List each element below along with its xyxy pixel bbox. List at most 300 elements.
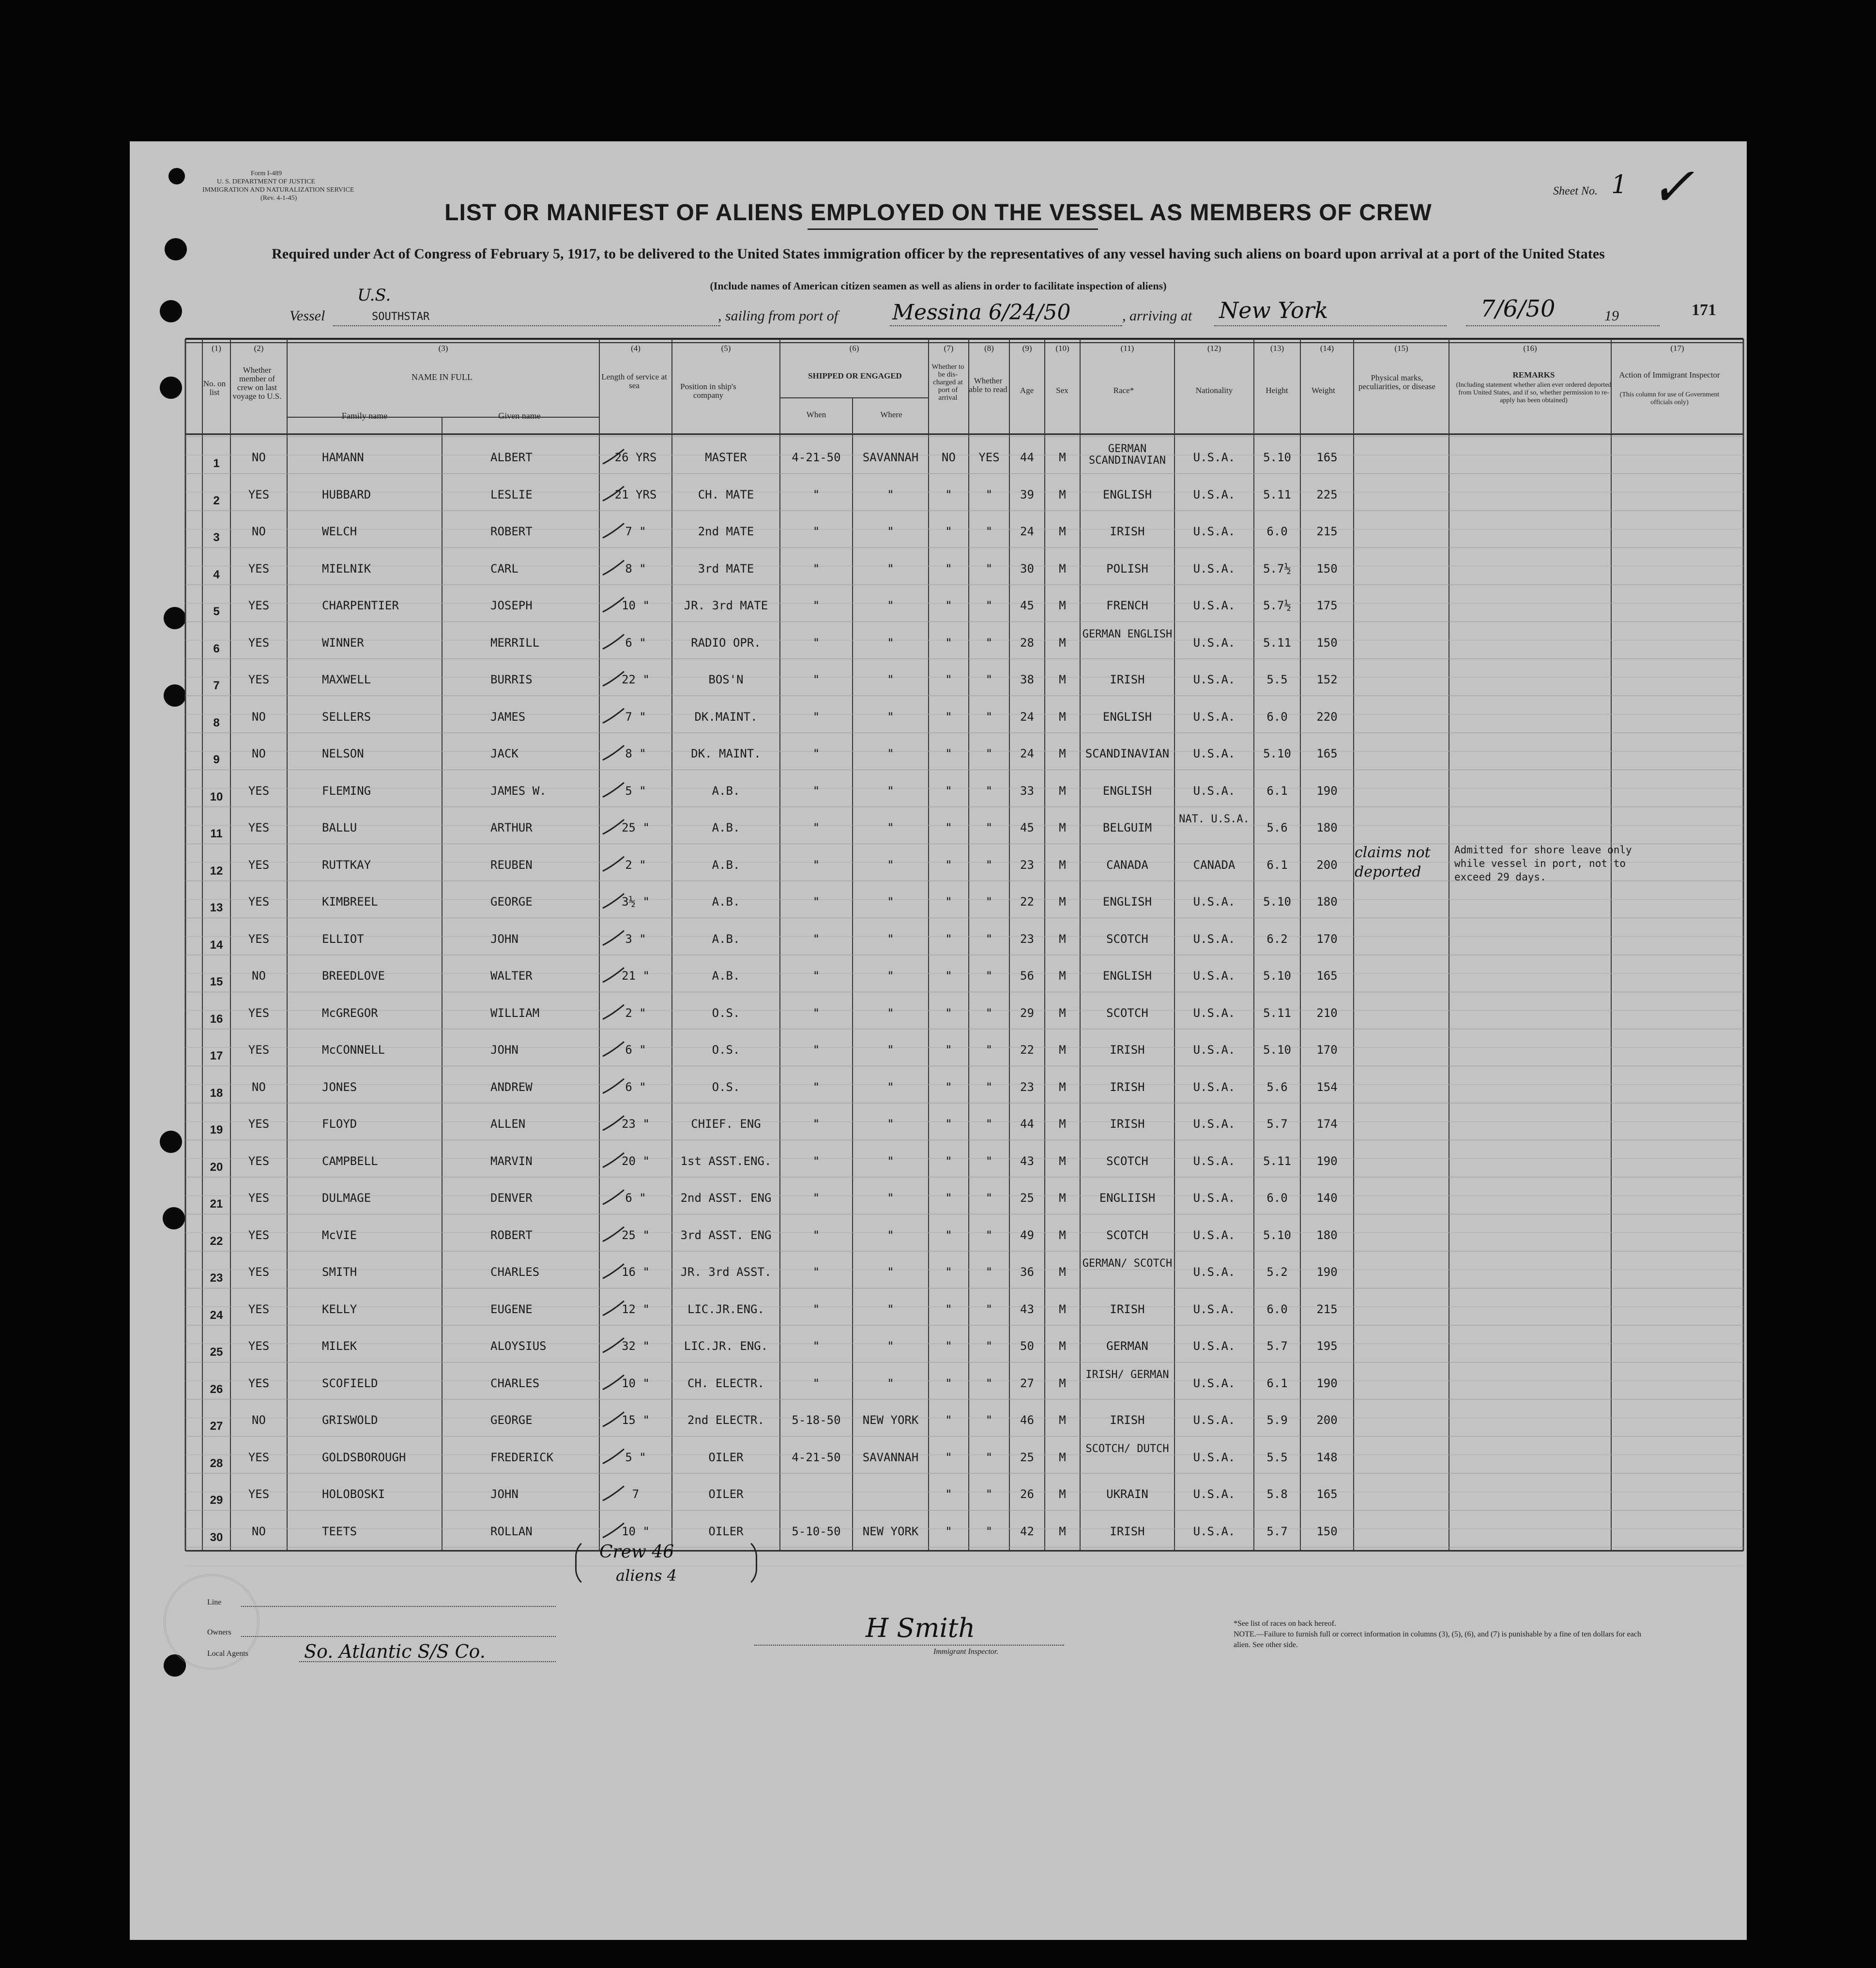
cell-shipped-when: " [812,1154,820,1168]
cell-age: 24 [1020,747,1034,761]
cell-position: CH. ELECTR. [687,1376,764,1390]
cell-member-last-voyage: NO [252,525,266,539]
column-number: (14) [1320,344,1334,353]
cell-family-name: BREEDLOVE [322,969,385,983]
cell-height: 5.7 [1266,1117,1288,1131]
arriving-port: New York [1219,297,1328,323]
cell-able-to-read: " [985,1265,993,1279]
cell-nationality: U.S.A. [1193,487,1235,501]
column-number: (16) [1523,344,1537,353]
page-subtitle-note: (Include names of American citizen seamen as well as aliens in order to facilitate inspection of aliens) [710,280,1167,292]
cell-age: 26 [1020,1487,1034,1501]
cell-shipped-where: " [887,858,894,872]
arriving-label: , arriving at [1122,308,1192,324]
cell-no-on-list: 22 [210,1234,223,1248]
cell-discharged: " [945,895,952,909]
cell-nationality: U.S.A. [1193,1265,1235,1279]
cell-nationality: U.S.A. [1193,895,1235,909]
cell-given-name: WALTER [490,969,533,983]
cell-sex: M [1059,1487,1066,1501]
cell-discharged: " [945,1450,952,1464]
cell-no-on-list: 16 [210,1012,223,1026]
cell-able-to-read: " [985,1339,993,1353]
cell-age: 33 [1020,784,1034,798]
cell-position: MASTER [705,451,747,465]
cell-length-service: 25 " [622,1228,650,1242]
cell-nationality: U.S.A. [1193,1191,1235,1205]
cell-shipped-where: SAVANNAH [862,1450,919,1464]
cell-given-name: ROLLAN [490,1524,533,1538]
cell-shipped-where: " [887,599,894,613]
cell-shipped-when: 4-21-50 [792,1450,841,1464]
cell-race: IRISH [1110,1413,1145,1427]
cell-sex: M [1059,636,1066,650]
cell-family-name: SCOFIELD [322,1376,378,1390]
cell-shipped-where: " [887,1339,894,1353]
cell-given-name: MERRILL [490,636,540,650]
cell-weight: 140 [1316,1191,1338,1205]
footer-line-rule [241,1606,556,1607]
cell-position: CH. MATE [698,487,754,501]
cell-shipped-where: " [887,1006,894,1020]
cell-shipped-where: " [887,821,894,835]
header-given-name: Given name [498,411,541,421]
cell-member-last-voyage: NO [252,1413,266,1427]
cell-height: 6.0 [1266,525,1288,539]
cell-shipped-when: " [812,599,820,613]
cell-member-last-voyage: YES [248,1265,270,1279]
cell-length-service: 26 YRS [614,451,657,465]
cell-height: 5.5 [1266,1450,1288,1464]
header-physical-marks: Physical marks, peculiarities, or disease [1358,373,1436,391]
cell-nationality: U.S.A. [1193,710,1235,724]
inspector-signature: H Smith [866,1613,976,1643]
cell-discharged: " [945,1376,952,1390]
cell-age: 23 [1020,932,1034,946]
cell-race: SCOTCH [1106,1006,1148,1020]
cell-member-last-voyage: YES [248,932,270,946]
cell-height: 5.5 [1266,673,1288,687]
sheet-number: 1 [1611,170,1628,199]
cell-sex: M [1059,858,1066,872]
physical-marks-note: claims not deported [1355,844,1431,880]
cell-height: 6.1 [1266,858,1288,872]
cell-shipped-where: " [887,895,894,909]
cell-length-service: 16 " [622,1265,650,1279]
cell-discharged: " [945,1487,952,1501]
cell-family-name: KIMBREEL [322,895,378,909]
cell-shipped-when: " [812,1006,820,1020]
cell-family-name: RUTTKAY [322,858,371,872]
cell-family-name: KELLY [322,1302,357,1316]
cell-member-last-voyage: YES [248,636,270,650]
cell-age: 39 [1020,487,1034,501]
inspector-label: Immigrant Inspector. [933,1648,999,1656]
cell-shipped-where: " [887,969,894,983]
header-age: Age [1020,386,1034,395]
cell-able-to-read: " [985,1413,993,1427]
cell-member-last-voyage: NO [252,1080,266,1094]
cell-discharged: " [945,1228,952,1242]
footer-agents-rule [299,1661,556,1662]
cell-position: 3rd MATE [698,561,754,575]
cell-weight: 165 [1316,451,1338,465]
header-member-last-voyage: Whether member of crew on last voyage to U.S. [232,365,282,401]
cell-sex: M [1059,932,1066,946]
fine-note: NOTE.—Failure to furnish full or correct information in columns (3), (5), (6), and (7) is punishable by a fine of ten dollars for each alien. See other side. [1234,1630,1641,1649]
cell-age: 24 [1020,525,1034,539]
cell-shipped-where: SAVANNAH [862,451,919,465]
cell-position: JR. 3rd MATE [684,599,768,613]
cell-race: BELGUIM [1102,821,1152,835]
cell-position: DK. MAINT. [691,747,761,761]
cell-shipped-where: NEW YORK [862,1413,919,1427]
cell-able-to-read: " [985,487,993,501]
cell-given-name: JAMES W. [490,784,547,798]
cell-race: IRISH/ GERMAN [1085,1368,1169,1381]
cell-given-name: ALLEN [490,1117,526,1131]
cell-position: 2nd MATE [698,525,754,539]
cell-shipped-where: NEW YORK [862,1524,919,1538]
vessel-name: SOUTHSTAR [372,311,430,323]
cell-position: DK.MAINT. [694,710,758,724]
cell-sex: M [1059,1191,1066,1205]
cell-sex: M [1059,599,1066,613]
cell-position: 2nd ELECTR. [687,1413,764,1427]
cell-given-name: CHARLES [490,1265,540,1279]
cell-family-name: BALLU [322,821,357,835]
cell-weight: 180 [1316,1228,1338,1242]
cell-able-to-read: " [985,1006,993,1020]
cell-no-on-list: 7 [213,679,220,693]
sailing-port: Messina 6/24/50 [892,300,1071,325]
cell-member-last-voyage: YES [248,1043,270,1057]
cell-race: IRISH [1110,673,1145,687]
cell-age: 30 [1020,561,1034,575]
cell-age: 36 [1020,1265,1034,1279]
cell-height: 5.6 [1266,821,1288,835]
cell-sex: M [1059,1154,1066,1168]
cell-weight: 215 [1316,525,1338,539]
cell-shipped-where: " [887,710,894,724]
cell-nationality: U.S.A. [1193,525,1235,539]
cell-length-service: 5 " [625,1450,646,1464]
cell-age: 43 [1020,1154,1034,1168]
cell-weight: 165 [1316,747,1338,761]
cell-shipped-when: " [812,1080,820,1094]
header-action-note: (This column for use of Government officials only) [1619,391,1720,406]
cell-no-on-list: 20 [210,1160,223,1174]
cell-shipped-when: " [812,1191,820,1205]
cell-weight: 210 [1316,1006,1338,1020]
cell-length-service: 3½ " [622,895,650,909]
cell-length-service: 8 " [625,747,646,761]
cell-position: 2nd ASST. ENG [680,1191,772,1205]
cell-shipped-where: " [887,1117,894,1131]
cell-weight: 152 [1316,673,1338,687]
column-number: (7) [944,344,954,353]
cell-shipped-when: " [812,1228,820,1242]
cell-race: ENGLISH [1102,895,1152,909]
cell-shipped-when: " [812,1265,820,1279]
cell-able-to-read: " [985,784,993,798]
cell-member-last-voyage: YES [248,1117,270,1131]
cell-length-service: 15 " [622,1413,650,1427]
header-no-on-list: No. on list [203,379,226,397]
cell-age: 44 [1020,1117,1034,1131]
cell-shipped-when: " [812,1117,820,1131]
cell-discharged: " [945,932,952,946]
cell-member-last-voyage: NO [252,451,266,465]
cell-no-on-list: 15 [210,975,223,989]
cell-given-name: MARVIN [490,1154,533,1168]
cell-family-name: MILEK [322,1339,357,1353]
sheet-label: Sheet No. [1553,185,1598,197]
cell-family-name: HAMANN [322,451,364,465]
column-number: (11) [1120,344,1134,353]
cell-member-last-voyage: NO [252,969,266,983]
cell-position: A.B. [712,784,740,798]
cell-discharged: " [945,636,952,650]
column-number: (15) [1394,344,1408,353]
cell-height: 5.11 [1263,487,1291,501]
cell-shipped-where: " [887,636,894,650]
cell-no-on-list: 8 [213,716,220,729]
cell-weight: 225 [1316,487,1338,501]
cell-nationality: U.S.A. [1193,1339,1235,1353]
cell-discharged: " [945,1154,952,1168]
cell-age: 23 [1020,858,1034,872]
cell-sex: M [1059,895,1066,909]
cell-length-service: 2 " [625,858,646,872]
cell-able-to-read: " [985,1524,993,1538]
cell-nationality: U.S.A. [1193,1487,1235,1501]
header-weight: Weight [1312,386,1335,395]
cell-weight: 150 [1316,561,1338,575]
cell-given-name: ARTHUR [490,821,533,835]
page-subtitle: Required under Act of Congress of February 5, 1917, to be delivered to the United States immigration officer by the representatives of any vessel having such aliens on board upon arrival at a port of the United States [272,246,1605,262]
cell-family-name: MIELNIK [322,561,371,575]
cell-no-on-list: 14 [210,938,223,952]
form-revision: (Rev. 4-1-45) [260,195,297,202]
cell-height: 5.8 [1266,1487,1288,1501]
cell-shipped-when: " [812,858,820,872]
cell-discharged: " [945,487,952,501]
cell-no-on-list: 1 [213,457,220,470]
cell-discharged: " [945,1043,952,1057]
cell-sex: M [1059,1376,1066,1390]
cell-height: 5.10 [1263,969,1291,983]
cell-race: IRISH [1110,1080,1145,1094]
header-remarks-note: (Including statement whether alien ever ordered deported from United States, and if so, whether permission to re-apply has been obtained) [1456,381,1612,404]
cell-shipped-where: " [887,1191,894,1205]
cell-nationality: U.S.A. [1193,747,1235,761]
cell-race: GERMAN SCANDINAVIAN [1089,443,1166,467]
signature-rule [754,1645,1064,1646]
cell-sex: M [1059,1339,1066,1353]
cell-no-on-list: 23 [210,1272,223,1285]
column-number: (5) [721,344,731,353]
cell-age: 28 [1020,636,1034,650]
cell-nationality: U.S.A. [1193,1524,1235,1538]
cell-weight: 190 [1316,784,1338,798]
cell-given-name: CHARLES [490,1376,540,1390]
cell-height: 5.7 [1266,1339,1288,1353]
cell-given-name: GEORGE [490,1413,533,1427]
header-discharged: Whether to be dis-charged at port of arrival [931,363,964,402]
form-service: IMMIGRATION AND NATURALIZATION SERVICE [202,186,354,194]
cell-weight: 180 [1316,895,1338,909]
cell-height: 5.10 [1263,1043,1291,1057]
cell-given-name: ROBERT [490,1228,533,1242]
cell-given-name: LESLIE [490,487,533,501]
cell-race: SCANDINAVIAN [1085,747,1170,761]
cell-able-to-read: " [985,1302,993,1316]
cell-shipped-when: " [812,487,820,501]
cell-discharged: " [945,1117,952,1131]
cell-family-name: NELSON [322,747,364,761]
cell-sex: M [1059,1302,1066,1316]
cell-able-to-read: " [985,747,993,761]
cell-able-to-read: " [985,673,993,687]
cell-given-name: BURRIS [490,673,533,687]
cell-discharged: " [945,1339,952,1353]
cell-no-on-list: 27 [210,1420,223,1433]
cell-family-name: DULMAGE [322,1191,371,1205]
cell-discharged: " [945,1302,952,1316]
cell-member-last-voyage: YES [248,1302,270,1316]
cell-able-to-read: " [985,1376,993,1390]
cell-able-to-read: " [985,1117,993,1131]
cell-height: 6.0 [1266,710,1288,724]
cell-no-on-list: 25 [210,1346,223,1359]
cell-height: 5.2 [1266,1265,1288,1279]
cell-shipped-where: " [887,487,894,501]
cell-age: 46 [1020,1413,1034,1427]
cell-no-on-list: 18 [210,1086,223,1100]
page-title: LIST OR MANIFEST OF ALIENS EMPLOYED ON THE VESSEL AS MEMBERS OF CREW [444,200,1432,226]
cell-no-on-list: 30 [210,1530,223,1544]
column-number: (6) [849,344,859,353]
cell-height: 5.6 [1266,1080,1288,1094]
crew-count-note: Crew 46 [599,1542,674,1562]
cell-discharged: " [945,710,952,724]
cell-position: A.B. [712,895,740,909]
cell-height: 5.7½ [1263,599,1291,613]
cell-position: LIC.JR. ENG. [684,1339,768,1353]
header-family-name: Family name [341,411,388,421]
cell-shipped-when: " [812,821,820,835]
cell-shipped-where: " [887,1265,894,1279]
cell-weight: 150 [1316,1524,1338,1538]
cell-weight: 170 [1316,932,1338,946]
cell-position: A.B. [712,969,740,983]
cell-able-to-read: YES [978,451,1000,465]
form-department: U. S. DEPARTMENT OF JUSTICE [217,178,315,185]
cell-able-to-read: " [985,525,993,539]
cell-position: 3rd ASST. ENG [680,1228,772,1242]
cell-length-service: 10 " [622,1524,650,1538]
cell-shipped-when: " [812,932,820,946]
cell-discharged: " [945,599,952,613]
cell-family-name: GOLDSBOROUGH [322,1450,406,1464]
cell-position: A.B. [712,932,740,946]
cell-race: ENGLISH [1102,710,1152,724]
cell-sex: M [1059,1524,1066,1538]
cell-age: 49 [1020,1228,1034,1242]
stamped-page-number: 171 [1692,301,1716,319]
cell-race: SCOTCH [1106,932,1148,946]
cell-height: 5.10 [1263,895,1291,909]
cell-given-name: ALBERT [490,451,533,465]
column-number: (4) [631,344,641,353]
cell-no-on-list: 19 [210,1123,223,1137]
cell-nationality: U.S.A. [1193,1117,1235,1131]
cell-shipped-where: " [887,1376,894,1390]
cell-race: GERMAN/ SCOTCH [1082,1257,1173,1270]
cell-age: 44 [1020,451,1034,465]
column-number: (12) [1207,344,1221,353]
vessel-prefix: U.S. [357,286,391,305]
footer-owners-label: Owners [207,1628,231,1636]
cell-weight: 180 [1316,821,1338,835]
cell-discharged: " [945,1191,952,1205]
check-mark: ✓ [1650,156,1695,218]
cell-height: 6.0 [1266,1191,1288,1205]
cell-nationality: U.S.A. [1193,451,1235,465]
cell-position: JR. 3rd ASST. [680,1265,772,1279]
cell-given-name: FREDERICK [490,1450,554,1464]
header-position: Position in ship's company [680,382,736,400]
cell-shipped-where: " [887,1043,894,1057]
cell-nationality: U.S.A. [1193,1006,1235,1020]
cell-no-on-list: 3 [213,531,220,545]
cell-discharged: NO [942,451,956,465]
cell-sex: M [1059,784,1066,798]
remarks-admitted-text: Admitted for shore leave only while vessel in port, not to exceed 29 days. [1454,844,1632,883]
cell-no-on-list: 4 [213,568,220,581]
cell-shipped-when: " [812,525,820,539]
cell-length-service: 20 " [622,1154,650,1168]
cell-member-last-voyage: YES [248,821,270,835]
cell-family-name: FLEMING [322,784,371,798]
cell-given-name: ALOYSIUS [490,1339,547,1353]
cell-family-name: McGREGOR [322,1006,378,1020]
crew-note-bracket [575,1537,757,1589]
cell-given-name: GEORGE [490,895,533,909]
cell-given-name: JOSEPH [490,599,533,613]
cell-sex: M [1059,1265,1066,1279]
cell-race: SCOTCH [1106,1228,1148,1242]
cell-nationality: U.S.A. [1193,969,1235,983]
manifest-sheet [130,141,1747,1940]
races-note: *See list of races on back hereof. [1234,1620,1336,1628]
cell-able-to-read: " [985,1191,993,1205]
cell-length-service: 6 " [625,636,646,650]
cell-member-last-voyage: YES [248,858,270,872]
cell-length-service: 21 " [622,969,650,983]
footer-agents-value: So. Atlantic S/S Co. [304,1641,486,1662]
cell-nationality: U.S.A. [1193,1413,1235,1427]
cell-no-on-list: 10 [210,790,223,803]
cell-family-name: McCONNELL [322,1043,385,1057]
cell-no-on-list: 17 [210,1049,223,1063]
cell-given-name: JAMES [490,710,526,724]
cell-member-last-voyage: YES [248,1006,270,1020]
cell-nationality: U.S.A. [1193,1376,1235,1390]
cell-given-name: ANDREW [490,1080,533,1094]
cell-family-name: SMITH [322,1265,357,1279]
